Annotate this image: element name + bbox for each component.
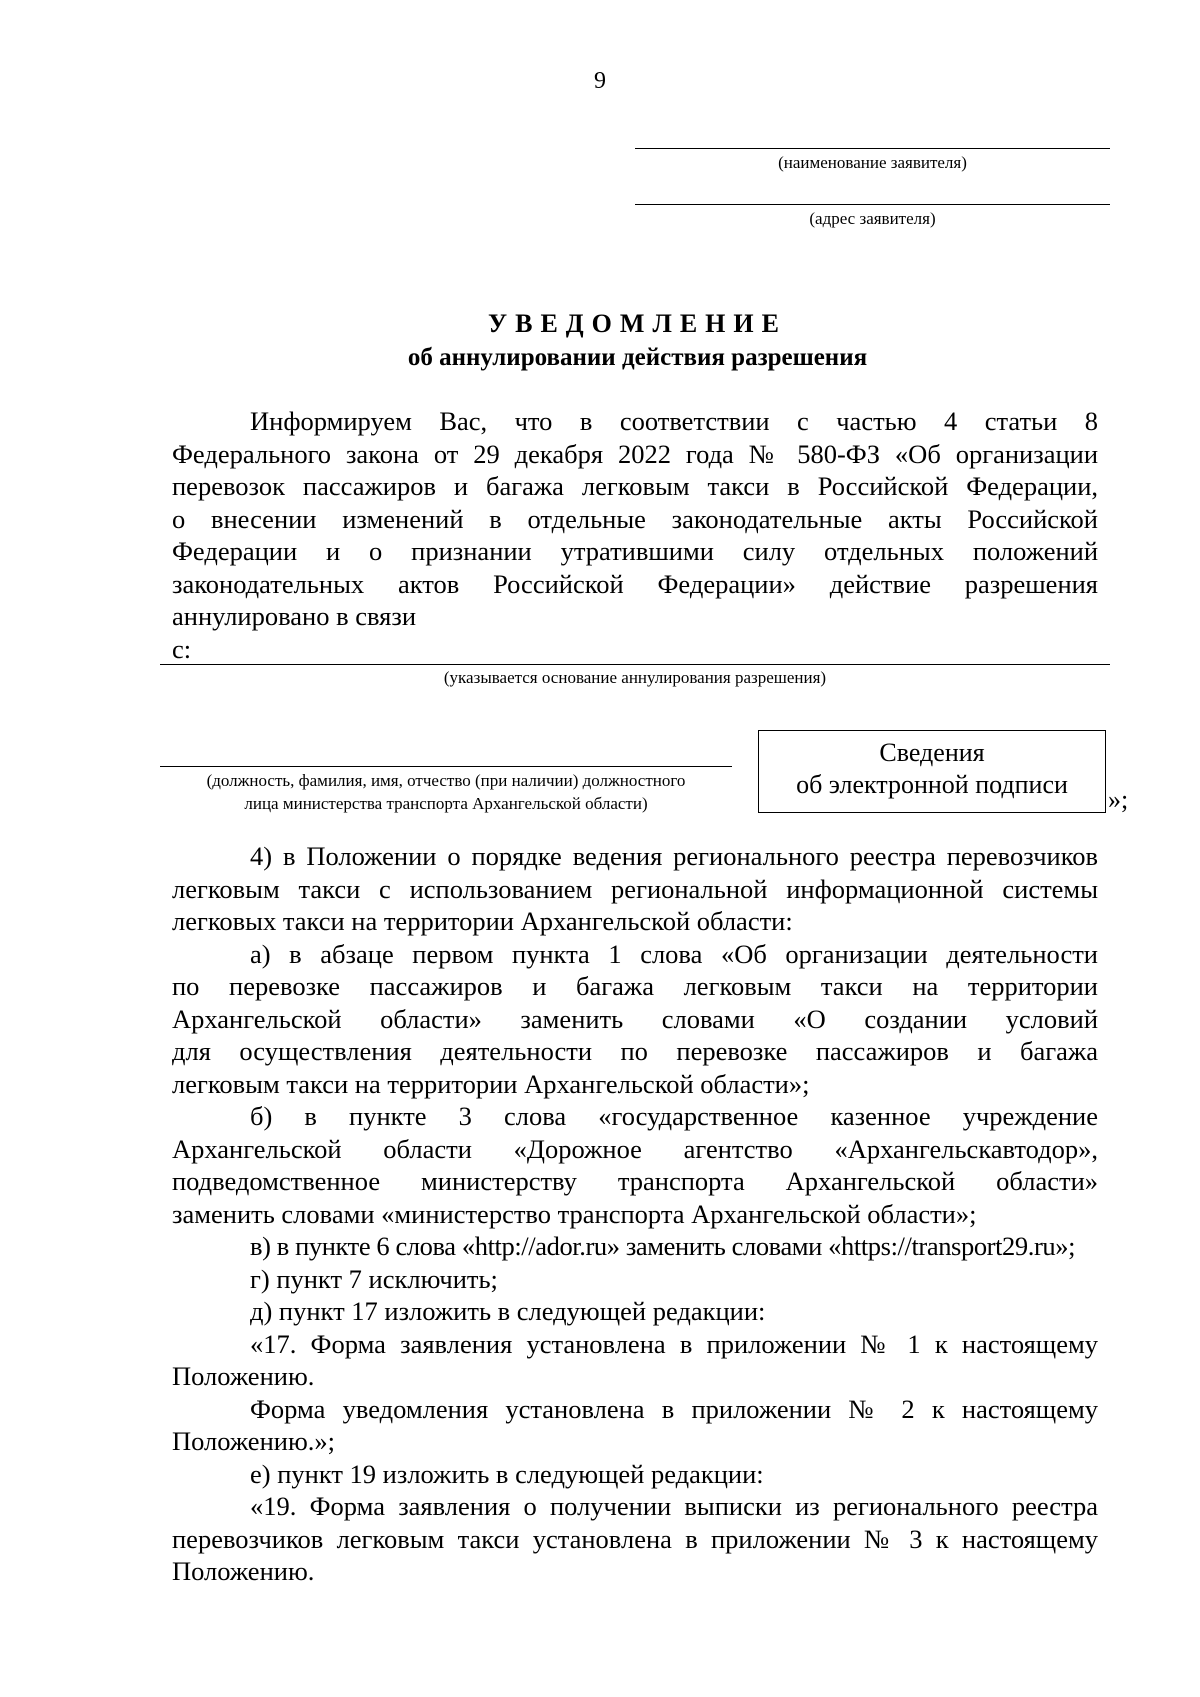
- amendment-line: е) пункт 19 изложить в следующей редакции:: [250, 1458, 764, 1489]
- amendment-line: 4) в Положении о порядке ведения регионального реестра перевозчиков: [250, 841, 1098, 871]
- notice-body-line: о внесении изменений в отдельные законодательные акты Российской: [172, 503, 1098, 534]
- amendment-line: б) в пункте 3 слова «государственное казенное учреждение: [250, 1101, 1098, 1131]
- amendment-line: Архангельской области» заменить словами «О создании условий: [172, 1003, 1098, 1034]
- applicant-address-caption: (адрес заявителя): [809, 209, 936, 228]
- notice-body-line: Федерального закона от 29 декабря 2022 года № 580-ФЗ «Об организации: [172, 438, 1098, 469]
- amendment-line: по перевозке пассажиров и багажа легковым такси на территории: [172, 971, 1098, 1001]
- reason-caption: (указывается основание аннулирования разрешения): [443, 668, 827, 687]
- amendment-line: а) в абзаце первом пункта 1 слова «Об организации деятельности: [250, 938, 1098, 969]
- amendments-text: [172, 840, 1098, 1588]
- amendment-line: в) в пункте 6 слова «http://ador.ru» заменить словами «https://transport29.ru»;: [250, 1231, 1076, 1261]
- amendment-line: Положению.: [172, 1361, 315, 1391]
- amendment-line: «19. Форма заявления о получении выписки из регионального реестра: [250, 1491, 1098, 1521]
- signature-label-line1: Сведения: [879, 738, 985, 767]
- reason-line: [160, 664, 1110, 665]
- notice-body-line: перевозок пассажиров и багажа легковым такси в Российской Федерации,: [172, 471, 1098, 501]
- amendment-line: Форма уведомления установлена в приложении № 2 к настоящему: [250, 1393, 1098, 1424]
- amendment-line: Архангельской области «Дорожное агентство «Архангельскавтодор»,: [172, 1133, 1098, 1164]
- amendment-line: легковых такси на территории Архангельской области:: [172, 906, 793, 936]
- notice-body-line: Информируем Вас, что в соответствии с частью 4 статьи 8: [250, 406, 1098, 436]
- amendment-line: заменить словами «министерство транспорта Архангельской области»;: [172, 1198, 977, 1229]
- notice-body: [172, 405, 1098, 665]
- applicant-name-caption: (наименование заявителя): [778, 153, 967, 172]
- amendment-line: для осуществления деятельности по перевозке пассажиров и багажа: [172, 1036, 1098, 1066]
- amendment-line: перевозчиков легковым такси установлена в приложении № 3 к настоящему: [172, 1523, 1098, 1554]
- notice-body-line: Федерации и о признании утратившими силу отдельных положений: [172, 536, 1098, 566]
- notice-body-line: с:: [172, 633, 192, 664]
- amendment-line: г) пункт 7 исключить;: [250, 1263, 498, 1294]
- signature-closing-quote: »;: [1108, 785, 1129, 814]
- electronic-signature-box: [758, 730, 1106, 813]
- notice-title: УВЕДОМЛЕНИЕ: [488, 309, 787, 338]
- applicant-address-line: [635, 204, 1110, 205]
- official-signature-line: [160, 766, 732, 767]
- amendment-line: подведомственное министерству транспорта Архангельской области»: [172, 1166, 1098, 1196]
- page-number: 9: [594, 68, 606, 94]
- amendment-line: Положению.: [172, 1556, 315, 1586]
- official-caption-line1: (должность, фамилия, имя, отчество (при наличии) должностного: [206, 771, 686, 790]
- amendment-line: легковым такси на территории Архангельской области»;: [172, 1068, 810, 1099]
- official-caption-line2: лица министерства транспорта Архангельской области): [244, 794, 648, 813]
- notice-subtitle: об аннулировании действия разрешения: [407, 344, 868, 371]
- notice-body-line: аннулировано в связи: [172, 601, 416, 631]
- amendment-line: д) пункт 17 изложить в следующей редакции:: [250, 1296, 766, 1326]
- applicant-name-line: [635, 148, 1110, 149]
- amendment-line: Положению.»;: [172, 1426, 335, 1456]
- notice-body-line: законодательных актов Российской Федерации» действие разрешения: [172, 568, 1098, 599]
- amendment-line: легковым такси с использованием региональной информационной системы: [172, 873, 1098, 904]
- signature-label-line2: об электронной подписи: [796, 770, 1068, 799]
- amendment-line: «17. Форма заявления установлена в приложении № 1 к настоящему: [250, 1328, 1098, 1359]
